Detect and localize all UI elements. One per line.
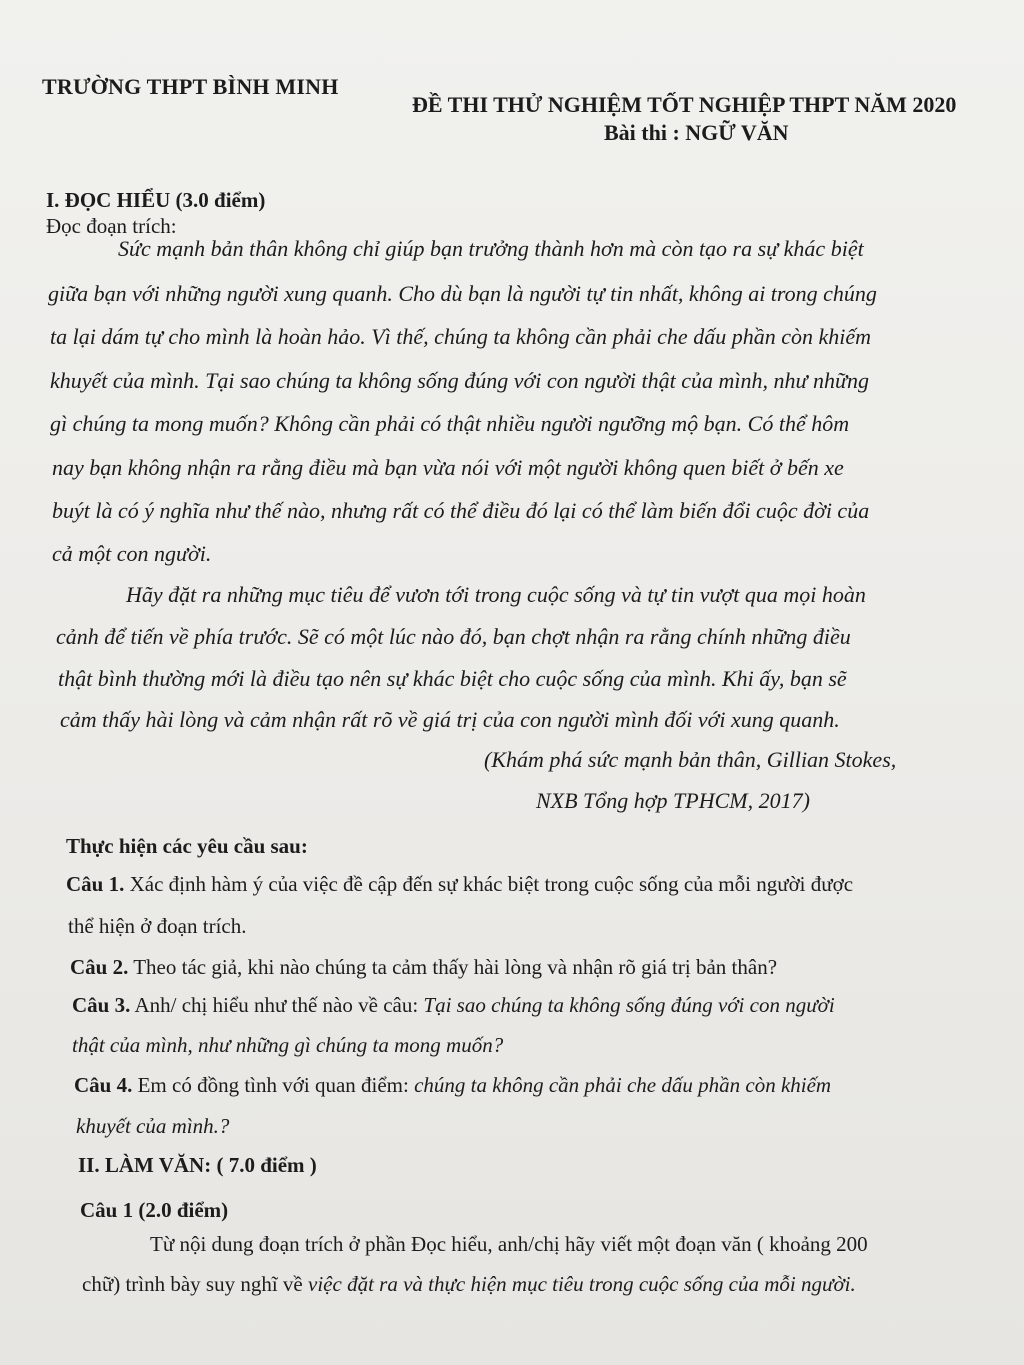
question-text: Theo tác giả, khi nào chúng ta cảm thấy hài lòng và nhận rõ giá trị bản thân? — [133, 955, 778, 979]
question-3 — [72, 993, 835, 1018]
question-quote: chúng ta không cần phải che dấu phần còn khiếm — [414, 1073, 832, 1097]
question-text: Xác định hàm ý của việc đề cập đến sự khác biệt trong cuộc sống của mỗi người được — [129, 872, 854, 896]
passage-source: NXB Tổng hợp TPHCM, 2017) — [536, 788, 810, 813]
passage-line: gì chúng ta mong muốn? Không cần phải có thật nhiều người ngưỡng mộ bạn. Có thể hôm — [50, 411, 850, 436]
passage-line: cảm thấy hài lòng và cảm nhận rất rõ về giá trị của con người mình đối với xung quanh. — [60, 707, 840, 732]
school-name: TRƯỜNG THPT BÌNH MINH — [42, 74, 339, 99]
question-quote: Tại sao chúng ta không sống đúng với con người — [423, 993, 835, 1017]
tasks-heading: Thực hiện các yêu cầu sau: — [66, 834, 308, 858]
section-2-question-1-heading: Câu 1 (2.0 điểm) — [80, 1198, 229, 1222]
passage-line: ta lại dám tự cho mình là hoàn hảo. Vì thế, chúng ta không cần phải che dấu phần còn khiếm — [50, 324, 871, 349]
passage-line: giữa bạn với những người xung quanh. Cho dù bạn là người tự tin nhất, không ai trong chúng — [48, 281, 877, 306]
section-2-heading: II. LÀM VĂN: ( 7.0 điểm ) — [78, 1153, 317, 1177]
question-4-cont: khuyết của mình.? — [76, 1114, 230, 1138]
passage-line: khuyết của mình. Tại sao chúng ta không sống đúng với con người thật của mình, như những — [50, 368, 870, 393]
passage-line: cả một con người. — [52, 541, 212, 566]
section-1-heading: I. ĐỌC HIỂU (3.0 điểm) — [46, 188, 266, 212]
passage-intro: Đọc đoạn trích: — [46, 214, 177, 238]
passage-line: Hãy đặt ra những mục tiêu để vươn tới trong cuộc sống và tự tin vượt qua mọi hoàn — [126, 582, 866, 607]
question-label: Câu 2. — [70, 955, 129, 979]
question-3-cont: thật của mình, như những gì chúng ta mong muốn? — [72, 1033, 504, 1057]
question-1 — [66, 872, 853, 897]
essay-prompt-cont — [82, 1272, 856, 1297]
exam-title: ĐỀ THI THỬ NGHIỆM TỐT NGHIỆP THPT NĂM 2020 — [412, 92, 957, 117]
question-text: Em có đồng tình với quan điểm: — [137, 1073, 409, 1097]
passage-source: (Khám phá sức mạnh bản thân, Gillian Stokes, — [484, 747, 897, 772]
essay-topic: việc đặt ra và thực hiện mục tiêu trong cuộc sống của mỗi người. — [308, 1272, 856, 1296]
passage-line: cảnh để tiến về phía trước. Sẽ có một lúc nào đó, bạn chợt nhận ra rằng chính những điều — [56, 624, 851, 649]
passage-line: thật bình thường mới là điều tạo nên sự khác biệt cho cuộc sống của mình. Khi ấy, bạn sẽ — [58, 666, 847, 691]
passage-line: buýt là có ý nghĩa như thế nào, nhưng rất có thể điều đó lại có thể làm biến đổi cuộc đời của — [52, 498, 870, 523]
passage-line: Sức mạnh bản thân không chỉ giúp bạn trưởng thành hơn mà còn tạo ra sự khác biệt — [118, 236, 864, 261]
question-text: Anh/ chị hiểu như thế nào về câu: — [134, 993, 419, 1017]
question-label: Câu 3. — [72, 993, 131, 1017]
essay-prompt-text: chữ) trình bày suy nghĩ về — [82, 1272, 303, 1296]
question-4 — [74, 1073, 831, 1098]
passage-line: nay bạn không nhận ra rằng điều mà bạn vừa nói với một người không quen biết ở bến xe — [52, 455, 844, 480]
question-label: Câu 4. — [74, 1073, 133, 1097]
exam-subject: Bài thi : NGỮ VĂN — [604, 120, 789, 145]
question-label: Câu 1. — [66, 872, 125, 896]
question-1-cont: thể hiện ở đoạn trích. — [68, 914, 247, 938]
question-2 — [70, 955, 777, 980]
essay-prompt: Từ nội dung đoạn trích ở phần Đọc hiểu, anh/chị hãy viết một đoạn văn ( khoảng 200 — [150, 1232, 868, 1256]
